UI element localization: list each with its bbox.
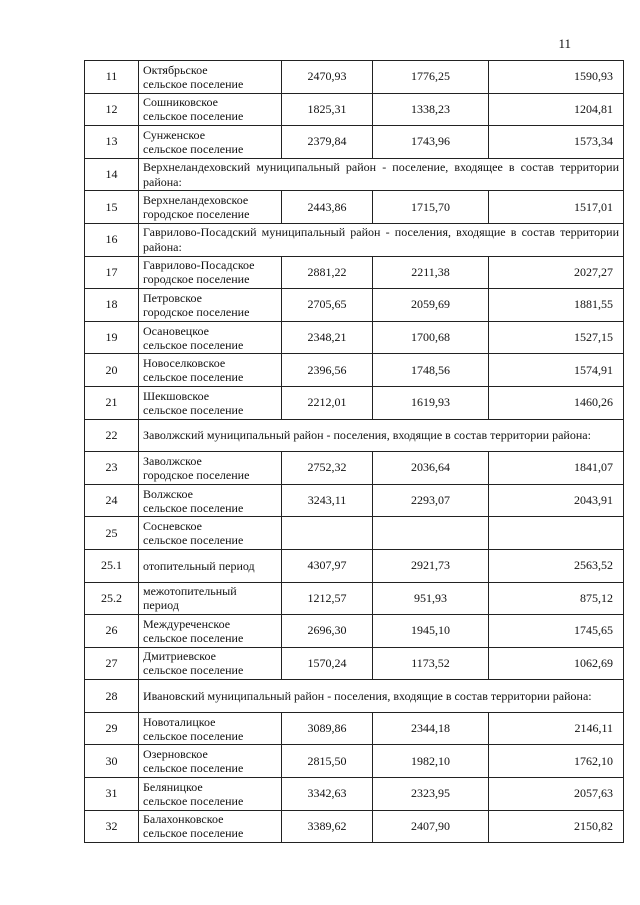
settlement-name-line2: сельское поселение xyxy=(143,663,244,678)
value-cell-1: 2696,30 xyxy=(282,615,373,648)
value-cell-3: 2563,52 xyxy=(489,549,624,582)
settlement-name-line2: сельское поселение xyxy=(143,533,244,548)
row-number: 22 xyxy=(85,419,139,452)
value-cell-2: 2407,90 xyxy=(373,810,489,843)
settlement-name-line1: отопительный период xyxy=(143,558,255,573)
table-row xyxy=(85,321,624,354)
settlement-name xyxy=(139,517,282,550)
value-cell-2: 1945,10 xyxy=(373,615,489,648)
settlement-name-line1: межотопительный xyxy=(143,584,237,599)
region-header-row xyxy=(85,158,624,191)
table-row xyxy=(85,452,624,485)
settlement-name-line2: сельское поселение xyxy=(143,826,244,841)
settlement-name-line1: Междуреченское xyxy=(143,616,231,631)
value-cell-3: 1745,65 xyxy=(489,615,624,648)
value-cell-3: 875,12 xyxy=(489,582,624,615)
value-cell-3: 1762,10 xyxy=(489,745,624,778)
value-cell-3: 1841,07 xyxy=(489,452,624,485)
table-row xyxy=(85,126,624,159)
page-number: 11 xyxy=(558,36,571,51)
settlement-name xyxy=(139,93,282,126)
table-row xyxy=(85,647,624,680)
value-cell-3 xyxy=(489,517,624,550)
settlement-name-line1: Дмитриевское xyxy=(143,649,216,664)
table-row xyxy=(85,191,624,224)
row-number: 11 xyxy=(85,61,139,94)
settlement-name-line2: сельское поселение xyxy=(143,402,244,417)
table-row xyxy=(85,712,624,745)
value-cell-2: 1748,56 xyxy=(373,354,489,387)
settlement-name xyxy=(139,321,282,354)
table-row xyxy=(85,615,624,648)
row-number: 16 xyxy=(85,223,139,256)
value-cell-2: 1338,23 xyxy=(373,93,489,126)
value-cell-1: 4307,97 xyxy=(282,549,373,582)
value-cell-1: 2396,56 xyxy=(282,354,373,387)
value-cell-3: 1460,26 xyxy=(489,386,624,419)
table-row xyxy=(85,582,624,615)
value-cell-1: 2379,84 xyxy=(282,126,373,159)
value-cell-3: 1590,93 xyxy=(489,61,624,94)
row-number: 15 xyxy=(85,191,139,224)
value-cell-2: 2036,64 xyxy=(373,452,489,485)
settlement-name xyxy=(139,778,282,811)
row-number: 30 xyxy=(85,745,139,778)
table-row xyxy=(85,93,624,126)
row-number: 18 xyxy=(85,289,139,322)
settlement-name xyxy=(139,256,282,289)
row-number: 25 xyxy=(85,517,139,550)
settlement-name-line1: Волжское xyxy=(143,486,193,501)
value-cell-2: 1700,68 xyxy=(373,321,489,354)
value-cell-1: 2815,50 xyxy=(282,745,373,778)
value-cell-2: 2059,69 xyxy=(373,289,489,322)
value-cell-3: 2057,63 xyxy=(489,778,624,811)
region-header-row xyxy=(85,419,624,452)
value-cell-1: 2443,86 xyxy=(282,191,373,224)
value-cell-2: 1715,70 xyxy=(373,191,489,224)
settlement-name xyxy=(139,810,282,843)
table-row xyxy=(85,354,624,387)
value-cell-3: 1881,55 xyxy=(489,289,624,322)
value-cell-3: 1062,69 xyxy=(489,647,624,680)
settlement-name xyxy=(139,549,282,582)
value-cell-3: 1527,15 xyxy=(489,321,624,354)
row-number: 17 xyxy=(85,256,139,289)
value-cell-1: 2348,21 xyxy=(282,321,373,354)
settlement-name xyxy=(139,745,282,778)
value-cell-3: 2146,11 xyxy=(489,712,624,745)
value-cell-3: 2150,82 xyxy=(489,810,624,843)
region-title: Ивановский муниципальный район - поселения, входящие в состав территории района: xyxy=(139,680,624,713)
row-number: 31 xyxy=(85,778,139,811)
value-cell-2: 1982,10 xyxy=(373,745,489,778)
settlement-name-line2: сельское поселение xyxy=(143,76,244,91)
value-cell-2: 1743,96 xyxy=(373,126,489,159)
table-row xyxy=(85,517,624,550)
value-cell-2: 2211,38 xyxy=(373,256,489,289)
settlement-name xyxy=(139,354,282,387)
value-cell-1: 1212,57 xyxy=(282,582,373,615)
settlement-name-line1: Заволжское xyxy=(143,453,202,468)
settlement-name-line1: Петровское xyxy=(143,290,202,305)
settlement-name-line2: сельское поселение xyxy=(143,370,244,385)
table-row xyxy=(85,61,624,94)
table-row xyxy=(85,745,624,778)
value-cell-1: 2881,22 xyxy=(282,256,373,289)
settlement-name xyxy=(139,386,282,419)
table-row xyxy=(85,810,624,843)
value-cell-1: 3089,86 xyxy=(282,712,373,745)
settlement-name-line2: городское поселение xyxy=(143,304,250,319)
settlement-name-line1: Новоселковское xyxy=(143,356,226,371)
settlement-name-line1: Сунженское xyxy=(143,127,206,142)
settlement-name-line2: сельское поселение xyxy=(143,761,244,776)
table-row xyxy=(85,778,624,811)
row-number: 23 xyxy=(85,452,139,485)
region-title: Заволжский муниципальный район - поселения, входящие в состав территории района: xyxy=(139,419,624,452)
value-cell-1: 1825,31 xyxy=(282,93,373,126)
table-row xyxy=(85,386,624,419)
settlement-name xyxy=(139,126,282,159)
settlement-name-line1: Новоталицкое xyxy=(143,714,216,729)
settlement-name-line1: Сошниковское xyxy=(143,95,218,110)
settlement-name xyxy=(139,289,282,322)
settlement-name xyxy=(139,582,282,615)
settlement-name-line2: период xyxy=(143,598,179,613)
row-number: 19 xyxy=(85,321,139,354)
tariff-table xyxy=(84,60,624,843)
settlement-name-line2: сельское поселение xyxy=(143,141,244,156)
value-cell-1: 2705,65 xyxy=(282,289,373,322)
settlement-name-line2: сельское поселение xyxy=(143,109,244,124)
settlement-name-line2: сельское поселение xyxy=(143,793,244,808)
value-cell-2: 2323,95 xyxy=(373,778,489,811)
row-number: 24 xyxy=(85,484,139,517)
settlement-name-line1: Верхнеландеховское xyxy=(143,193,249,208)
settlement-name-line2: сельское поселение xyxy=(143,728,244,743)
value-cell-3: 1517,01 xyxy=(489,191,624,224)
settlement-name-line2: городское поселение xyxy=(143,467,250,482)
settlement-name-line2: сельское поселение xyxy=(143,630,244,645)
value-cell-3: 1204,81 xyxy=(489,93,624,126)
settlement-name-line2: сельское поселение xyxy=(143,337,244,352)
settlement-name-line1: Озерновское xyxy=(143,747,208,762)
value-cell-2: 2921,73 xyxy=(373,549,489,582)
value-cell-1: 1570,24 xyxy=(282,647,373,680)
settlement-name-line1: Осановецкое xyxy=(143,323,209,338)
settlement-name-line1: Сосневское xyxy=(143,519,202,534)
settlement-name xyxy=(139,61,282,94)
settlement-name xyxy=(139,191,282,224)
settlement-name xyxy=(139,484,282,517)
value-cell-1: 2752,32 xyxy=(282,452,373,485)
value-cell-1: 3243,11 xyxy=(282,484,373,517)
settlement-name-line1: Октябрьское xyxy=(143,62,208,77)
settlement-name-line1: Шекшовское xyxy=(143,388,210,403)
value-cell-3: 1573,34 xyxy=(489,126,624,159)
row-number: 13 xyxy=(85,126,139,159)
value-cell-2: 1776,25 xyxy=(373,61,489,94)
row-number: 14 xyxy=(85,158,139,191)
settlement-name xyxy=(139,452,282,485)
value-cell-1: 3389,62 xyxy=(282,810,373,843)
value-cell-2: 1619,93 xyxy=(373,386,489,419)
settlement-name-line1: Балахонковское xyxy=(143,812,224,827)
region-header-row xyxy=(85,680,624,713)
row-number: 29 xyxy=(85,712,139,745)
value-cell-2: 2344,18 xyxy=(373,712,489,745)
row-number: 26 xyxy=(85,615,139,648)
table-row xyxy=(85,549,624,582)
row-number: 27 xyxy=(85,647,139,680)
value-cell-1 xyxy=(282,517,373,550)
value-cell-3: 2043,91 xyxy=(489,484,624,517)
value-cell-2 xyxy=(373,517,489,550)
settlement-name-line1: Гаврилово-Посадское xyxy=(143,258,255,273)
value-cell-1: 2212,01 xyxy=(282,386,373,419)
settlement-name-line2: сельское поселение xyxy=(143,500,244,515)
row-number: 32 xyxy=(85,810,139,843)
settlement-name-line2: городское поселение xyxy=(143,207,250,222)
row-number: 25.2 xyxy=(85,582,139,615)
row-number: 21 xyxy=(85,386,139,419)
row-number: 28 xyxy=(85,680,139,713)
settlement-name-line1: Беляницкое xyxy=(143,779,203,794)
settlement-name-line2: городское поселение xyxy=(143,272,250,287)
value-cell-2: 951,93 xyxy=(373,582,489,615)
region-title: Верхнеландеховский муниципальный район - поселение, входящее в состав территории района: xyxy=(139,158,624,191)
region-header-row xyxy=(85,223,624,256)
table-row xyxy=(85,289,624,322)
value-cell-3: 2027,27 xyxy=(489,256,624,289)
settlement-name xyxy=(139,712,282,745)
settlement-name xyxy=(139,615,282,648)
value-cell-3: 1574,91 xyxy=(489,354,624,387)
table-row xyxy=(85,484,624,517)
settlement-name xyxy=(139,647,282,680)
table-body xyxy=(85,61,624,843)
value-cell-2: 2293,07 xyxy=(373,484,489,517)
row-number: 20 xyxy=(85,354,139,387)
table-row xyxy=(85,256,624,289)
row-number: 25.1 xyxy=(85,549,139,582)
region-title: Гаврилово-Посадский муниципальный район - поселения, входящие в состав территории района: xyxy=(139,223,624,256)
value-cell-2: 1173,52 xyxy=(373,647,489,680)
value-cell-1: 2470,93 xyxy=(282,61,373,94)
value-cell-1: 3342,63 xyxy=(282,778,373,811)
row-number: 12 xyxy=(85,93,139,126)
